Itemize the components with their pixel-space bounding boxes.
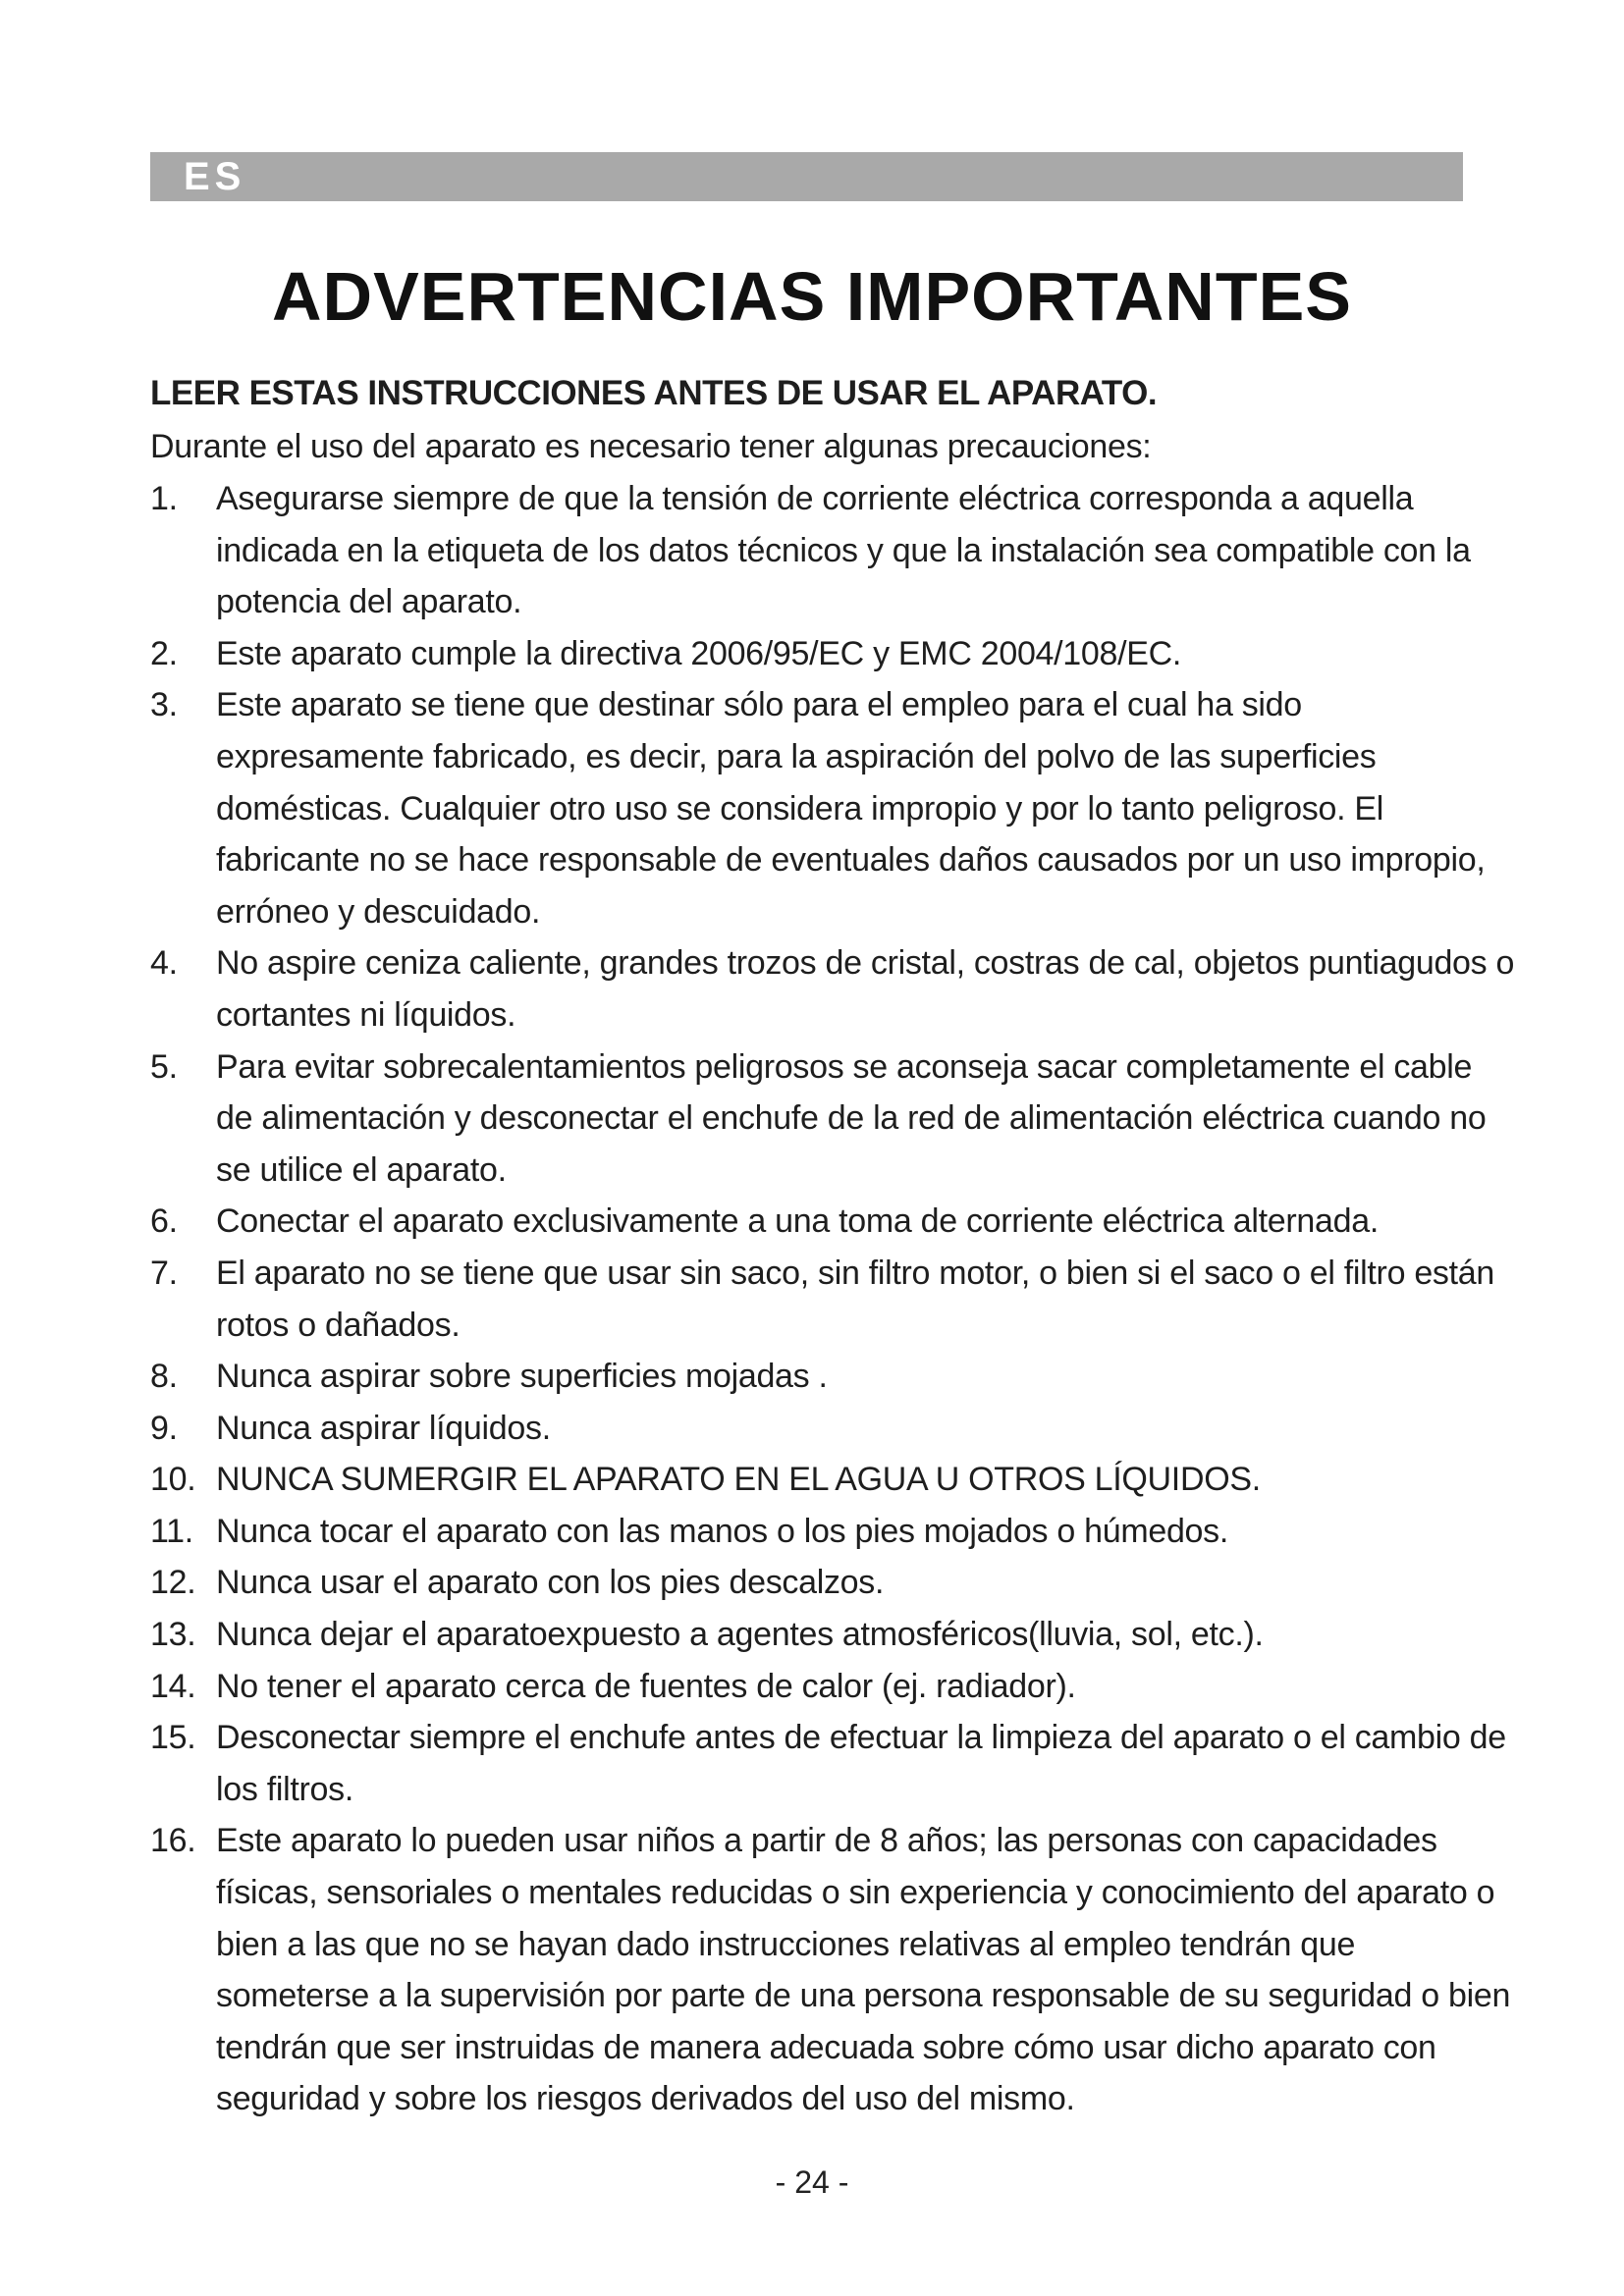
warnings-content (150, 367, 1515, 2125)
item-text: No tener el aparato cerca de fuentes de calor (ej. radiador). (216, 1667, 1076, 1705)
item-number: 12. (150, 1564, 196, 1602)
item-text: No aspire ceniza caliente, grandes trozos de cristal, costras de cal, objetos puntiagudos o cortantes ni líquidos. (216, 944, 1515, 1034)
list-item (150, 1351, 1515, 1403)
page-number: - 24 - (775, 2164, 849, 2200)
list-item (150, 1815, 1515, 2125)
item-text: Desconectar siempre el enchufe antes de efectuar la limpieza del aparato o el cambio de los filtros. (216, 1719, 1506, 1808)
language-code: ES (184, 155, 246, 198)
item-number: 14. (150, 1667, 196, 1705)
list-item (150, 1403, 1515, 1455)
item-number: 9. (150, 1409, 178, 1447)
item-text: NUNCA SUMERGIR EL APARATO EN EL AGUA U OTROS LÍQUIDOS. (216, 1461, 1261, 1499)
list-item (150, 1506, 1515, 1558)
list-item (150, 628, 1515, 680)
item-text: Este aparato lo pueden usar niños a partir de 8 años; las personas con capacidades físicas, sensoriales o mentales reducidas o sin experiencia y conocimiento del aparato o bien a las que no se hayan dado instrucciones relativas al empleo tendrán que someterse a la supervisión por parte de una persona responsable de su seguridad o bien tendrán que ser instruidas de manera adecuada sobre cómo usar dicho aparato con seguridad y sobre los riesgos derivados del uso del mismo. (216, 1822, 1511, 2118)
item-number: 4. (150, 944, 178, 983)
list-item (150, 1041, 1515, 1197)
item-text: Nunca usar el aparato con los pies descalzos. (216, 1564, 885, 1602)
item-number: 8. (150, 1358, 178, 1396)
item-number: 15. (150, 1719, 196, 1757)
item-number: 5. (150, 1047, 178, 1086)
instructions-subtitle: LEER ESTAS INSTRUCCIONES ANTES DE USAR EL APARATO. (150, 374, 1158, 412)
language-header-bar (150, 152, 1463, 201)
item-text: Nunca aspirar líquidos. (216, 1409, 551, 1447)
list-item (150, 1712, 1515, 1815)
item-number: 7. (150, 1254, 178, 1292)
list-item (150, 1609, 1515, 1661)
item-number: 1. (150, 480, 178, 517)
item-text: Nunca aspirar sobre superficies mojadas . (216, 1358, 828, 1396)
item-number: 3. (150, 686, 178, 724)
item-number: 10. (150, 1461, 196, 1499)
item-text: Conectar el aparato exclusivamente a una toma de corriente eléctrica alternada. (216, 1202, 1379, 1241)
item-text: Este aparato cumple la directiva 2006/95/EC y EMC 2004/108/EC. (216, 634, 1182, 672)
item-text: Para evitar sobrecalentamientos peligrosos se aconseja sacar completamente el cable de alimentación y desconectar el enchufe de la red de alimentación eléctrica cuando no se utilice el aparato. (216, 1047, 1487, 1189)
list-item (150, 473, 1515, 628)
intro-text: Durante el uso del aparato es necesario tener algunas precauciones: (150, 428, 1152, 465)
item-text: El aparato no se tiene que usar sin saco, sin filtro motor, o bien si el saco o el filtro están rotos o dañados. (216, 1254, 1495, 1344)
item-text: Nunca dejar el aparatoexpuesto a agentes atmosféricos(lluvia, sol, etc.). (216, 1616, 1264, 1654)
item-number: 6. (150, 1202, 178, 1241)
item-number: 13. (150, 1616, 196, 1654)
list-item (150, 937, 1515, 1041)
item-number: 11. (150, 1512, 193, 1550)
item-number: 2. (150, 634, 178, 672)
item-text: Asegurarse siempre de que la tensión de corriente eléctrica corresponda a aquella indicada en la etiqueta de los datos técnicos y que la instalación sea compatible con la potencia del aparato. (216, 480, 1471, 621)
item-number: 16. (150, 1822, 196, 1860)
list-item (150, 679, 1515, 937)
warnings-list (150, 473, 1515, 2125)
list-item (150, 1196, 1515, 1248)
item-text: Este aparato se tiene que destinar sólo para el empleo para el cual ha sido expresamente fabricado, es decir, para la aspiración del polvo de las superficies domésticas. Cualquier otro uso se considera impropio y por lo tanto peligroso. El fabricante no se hace responsable de eventuales daños causados por un uso impropio, erróneo y descuidado. (216, 686, 1486, 931)
list-item (150, 1661, 1515, 1713)
list-item (150, 1557, 1515, 1609)
item-text: Nunca tocar el aparato con las manos o los pies mojados o húmedos. (216, 1512, 1229, 1550)
list-item (150, 1248, 1515, 1351)
page-title: ADVERTENCIAS IMPORTANTES (272, 258, 1352, 335)
list-item (150, 1454, 1515, 1506)
